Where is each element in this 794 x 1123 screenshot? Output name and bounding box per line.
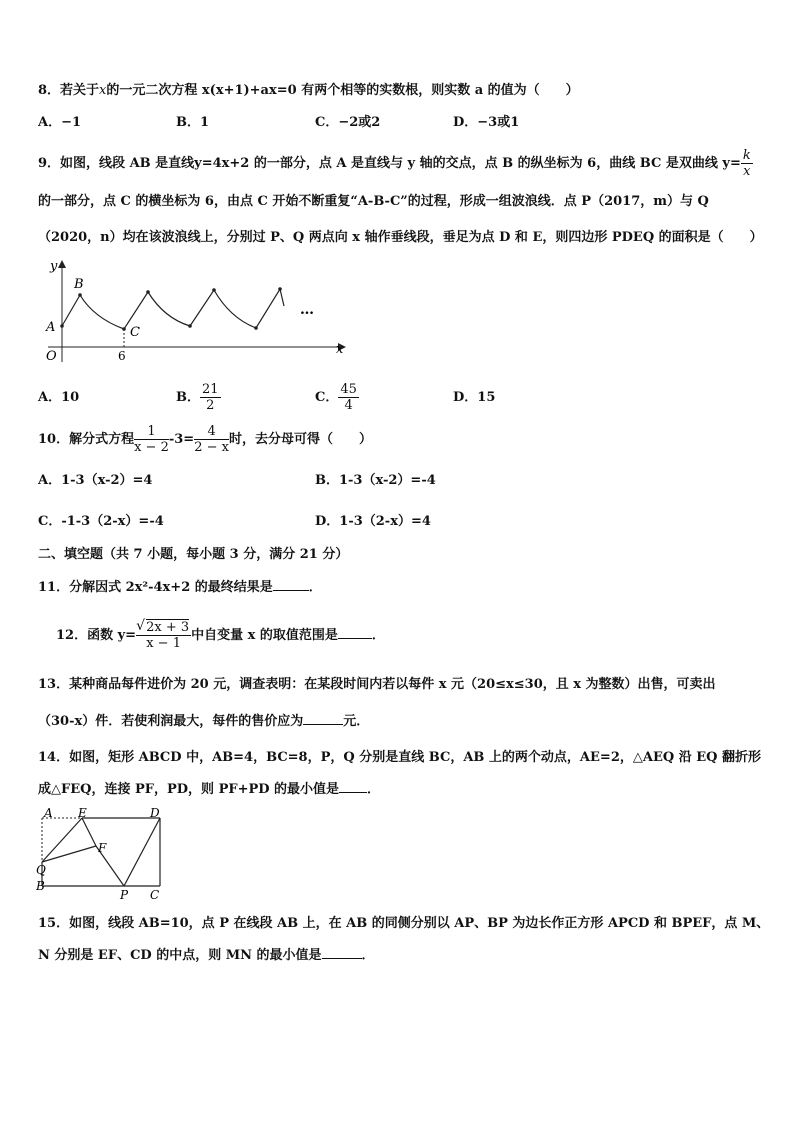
q9-option-b-fraction — [200, 382, 221, 413]
q9-wave-figure — [38, 256, 358, 368]
section-2-heading: 二、填空题（共 7 小题，每小题 3 分，满分 21 分） — [38, 547, 349, 562]
q9-line-2: 的一部分，点 C 的横坐标为 6，由点 C 开始不断重复“A-B-C”的过程，形成一组波浪线．点 P（2017，m）与 Q — [38, 194, 709, 209]
label-p: P — [120, 888, 129, 902]
q12-answer-blank[interactable] — [338, 626, 372, 639]
q12-sqrt-numerator — [136, 620, 191, 636]
q12-num: 2x + 3 — [146, 620, 190, 635]
q12-suffix: 中自变量 x 的取值范围是 — [191, 628, 338, 643]
wave-peak-4 — [278, 287, 282, 291]
q10-mid: -3= — [168, 432, 195, 447]
segment-pd — [124, 818, 160, 886]
tick-six-label: 6 — [118, 349, 126, 363]
point-c — [122, 327, 126, 331]
q15-line-2-text: N 分别是 EF、CD 的中点，则 MN 的最小值是 — [38, 948, 322, 963]
origin-label: O — [46, 349, 57, 364]
q9-option-d: D．15 — [453, 390, 496, 405]
q9-option-b-num: 21 — [202, 382, 219, 397]
q10-option-a: A．1-3（x-2）=4 — [38, 473, 153, 488]
q9-option-b — [176, 378, 221, 418]
q11-stem — [38, 578, 322, 597]
q13-line-1: 13．某种商品每件进价为 20 元，调查表明：在某段时间内若以每件 x 元（20≤x≤30，且 x 为整数）出售，可卖出 — [38, 677, 716, 692]
q10-option-c: C．-1-3（2-x）=-4 — [38, 514, 164, 529]
q9-option-c-fraction — [338, 382, 359, 413]
point-c-label: C — [130, 325, 140, 340]
q15-answer-blank[interactable] — [322, 946, 362, 959]
q9-option-c-num: 45 — [340, 382, 357, 397]
q12-end: ． — [371, 628, 385, 643]
x-axis-label: x — [336, 342, 344, 357]
q8-stem — [38, 82, 579, 100]
label-d: D — [150, 806, 160, 820]
wave-peak-2 — [146, 290, 150, 294]
segment-eq — [42, 818, 82, 862]
q11-answer-blank[interactable] — [273, 578, 309, 591]
label-a: A — [44, 806, 53, 820]
q10-f1-den: x − 2 — [134, 440, 169, 455]
q14-line-2-text: 成△FEQ，连接 PF，PD，则 PF+PD 的最小值是 — [38, 782, 340, 797]
q14-rectangle-figure — [36, 806, 168, 902]
label-f: F — [98, 841, 107, 855]
q13-end: 元． — [343, 714, 370, 729]
q9-fraction-k-over-x — [741, 148, 753, 179]
q8-variable: x — [99, 83, 107, 98]
point-b-label: B — [74, 277, 84, 292]
q10-suffix: 时，去分母可得（ ） — [228, 432, 372, 447]
continuation-dots: … — [300, 302, 314, 318]
q10-f1-num: 1 — [134, 424, 169, 440]
q9-option-c-den: 4 — [344, 398, 353, 413]
q9-line-1 — [38, 147, 753, 181]
q9-frac-den: x — [743, 164, 751, 179]
q9-option-c — [315, 378, 359, 418]
point-a-label: A — [46, 320, 56, 335]
segment-ef — [82, 818, 96, 846]
q10-option-b: B．1-3（x-2）=-4 — [315, 473, 436, 488]
q10-fraction-2 — [194, 424, 229, 455]
q8-option-c: C．−2或2 — [315, 115, 381, 130]
q10-fraction-1 — [134, 424, 169, 455]
q15-end: ． — [361, 948, 375, 963]
q14-answer-blank[interactable] — [339, 780, 367, 793]
q14-end: ． — [367, 782, 381, 797]
q9-line-1-text: 9．如图，线段 AB 是直线y=4x+2 的一部分，点 A 是直线与 y 轴的交点，点 B 的纵坐标为 6，曲线 BC 是双曲线 y= — [38, 156, 741, 171]
q8-text: 的一元二次方程 x(x+1)+ax=0 有两个相等的实数根，则实数 a 的值为（ ） — [106, 83, 579, 98]
q9-frac-num: k — [742, 148, 751, 163]
q15-line-1: 15．如图，线段 AB=10，点 P 在线段 AB 上，在 AB 的同侧分别以 AP、BP 为边长作正方形 APCD 和 BPEF，点 M、 — [38, 916, 770, 931]
q9-option-b-prefix: B． — [176, 390, 200, 405]
q9-option-c-prefix: C． — [315, 390, 339, 405]
q13-line-2 — [38, 712, 369, 731]
q9-line-3: （2020，n）均在该波浪线上，分别过 P、Q 两点向 x 轴作垂线段，垂足为点 D 和 E，则四边形 PDEQ 的面积是（ ） — [38, 230, 763, 245]
point-a — [60, 324, 64, 328]
q10-f2-den: 2 − x — [194, 440, 229, 455]
q13-line-2-text: （30-x）件．若使利润最大，每件的售价应为 — [38, 714, 304, 729]
y-axis-label: y — [50, 259, 58, 274]
q11-text: 11．分解因式 2x²-4x+2 的最终结果是 — [38, 580, 273, 595]
q12-stem — [56, 616, 385, 656]
q9-option-b-den: 2 — [206, 398, 215, 413]
label-q: Q — [36, 863, 46, 877]
q13-answer-blank[interactable] — [303, 712, 343, 725]
q14-line-1: 14．如图，矩形 ABCD 中，AB=4，BC=8，P，Q 分别是直线 BC，AB 上的两个动点，AE=2，△AEQ 沿 EQ 翻折形 — [38, 750, 761, 765]
label-b: B — [36, 879, 45, 893]
point-b — [78, 293, 82, 297]
q8-option-a: A．−1 — [38, 115, 82, 130]
q10-f2-num: 4 — [194, 424, 229, 440]
q8-option-d: D．−3或1 — [453, 115, 520, 130]
q9-option-a: A．10 — [38, 390, 80, 405]
label-e: E — [78, 806, 87, 820]
q14-line-2 — [38, 780, 380, 799]
wave-trough-3 — [254, 326, 258, 330]
sqrt-icon: √ — [136, 618, 145, 634]
wave-curve — [62, 289, 284, 329]
label-c: C — [150, 888, 160, 902]
q8-option-b: B．1 — [176, 115, 210, 130]
q12-prefix: 12．函数 y= — [56, 628, 137, 643]
y-axis-arrow — [58, 260, 66, 268]
wave-trough-2 — [188, 324, 192, 328]
q10-stem — [38, 422, 372, 458]
q8-prefix: 8．若关于 — [38, 83, 100, 98]
q12-den: x − 1 — [146, 636, 181, 651]
q10-option-d: D．1-3（2-x）=4 — [315, 514, 431, 529]
q15-line-2 — [38, 946, 375, 965]
segment-fq — [42, 846, 96, 862]
q10-prefix: 10．解分式方程 — [38, 432, 135, 447]
wave-peak-3 — [212, 288, 216, 292]
q12-fraction — [136, 620, 191, 651]
q11-end: ． — [308, 580, 322, 595]
